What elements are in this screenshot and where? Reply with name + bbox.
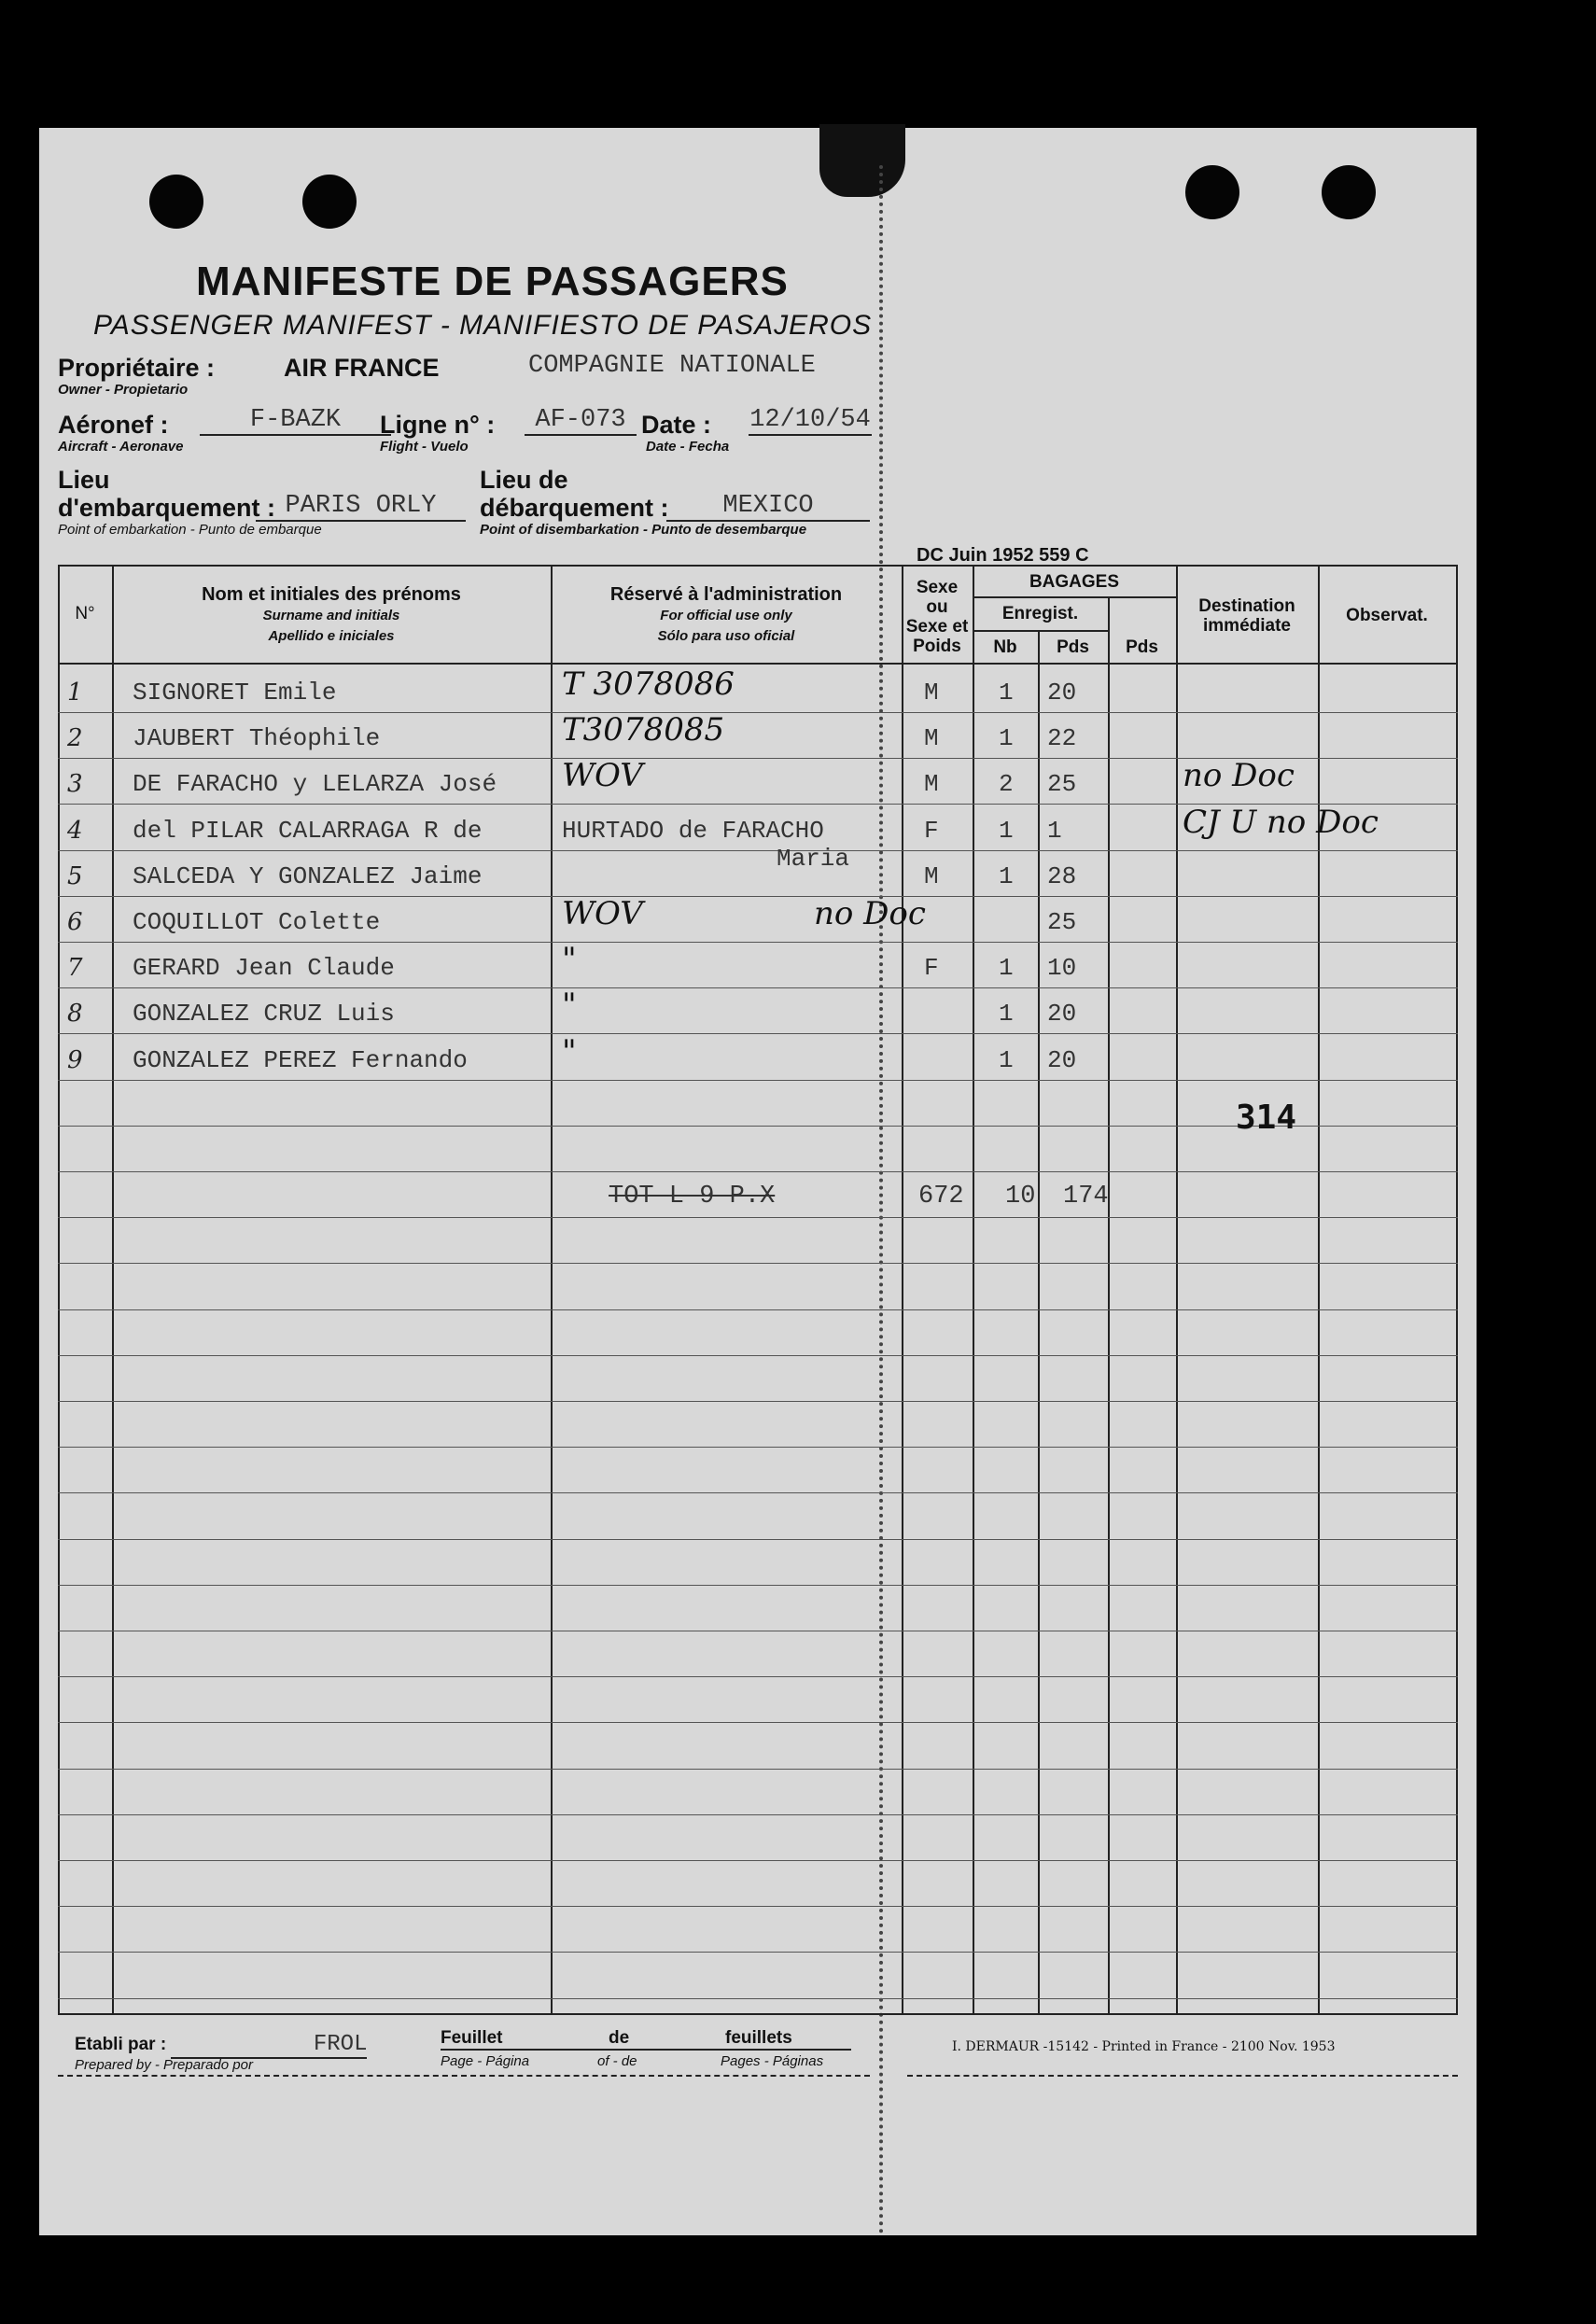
established-label: Etabli par : [75, 2035, 167, 2054]
ruled-line [58, 1585, 1458, 1586]
row-name: DE FARACHO y LELARZA José [133, 770, 497, 798]
col-rule [973, 565, 974, 2013]
header-sex-2: ou [926, 597, 948, 617]
sheet-sub-text: Page - Página [441, 2053, 530, 2069]
row-no: 3 [67, 770, 83, 798]
header-name-fr: Nom et initiales des prénoms [202, 584, 461, 605]
sheets-label-text: feuillets [725, 2028, 792, 2048]
row-no: 9 [67, 1046, 83, 1074]
ruled-line [58, 1309, 1458, 1310]
disembark-value: MEXICO [666, 492, 870, 522]
ruled-line [58, 1171, 1458, 1172]
punch-hole [1322, 165, 1376, 219]
row-nb: 1 [999, 862, 1014, 890]
ruled-line [58, 1769, 1458, 1770]
owner-extra: COMPAGNIE NATIONALE [528, 352, 816, 380]
row-no: 2 [67, 724, 83, 752]
date-label: Date : [641, 411, 712, 439]
disembark-label: Lieu de [480, 466, 568, 494]
col-rule [1038, 630, 1040, 2013]
row-nb: 1 [999, 1046, 1014, 1074]
established-sub-text: Prepared by - Preparado por [75, 2057, 253, 2073]
ruled-line [58, 1217, 1458, 1218]
header-name-en: Surname and initials [262, 608, 400, 623]
of-label-text: de [609, 2028, 630, 2048]
row-nb: 1 [999, 1000, 1014, 1028]
row-dest: no Doc [1183, 757, 1295, 794]
col-rule [902, 565, 903, 2013]
disembark-sublabel: Point of disembarkation - Punto de desembarque [480, 522, 807, 538]
ruled-line [58, 1447, 1458, 1448]
ruled-line [58, 1033, 1458, 1034]
row-no: 5 [67, 862, 83, 890]
ruled-line [58, 1401, 1458, 1402]
row-sex: F [924, 954, 939, 982]
of-sub-text: of - de [597, 2053, 637, 2069]
row-name: del PILAR CALARRAGA R de [133, 817, 483, 845]
row-admin: T3078085 [562, 711, 725, 749]
sheets-sub-text: Pages - Páginas [721, 2053, 824, 2069]
embark-label: Lieu [58, 466, 110, 494]
aircraft-sublabel: Aircraft - Aeronave [58, 439, 184, 455]
col-rule [112, 565, 114, 2013]
established-value: FROL [171, 2032, 367, 2059]
manifest-sheet [39, 128, 1477, 2235]
footer-rule-right [907, 2075, 1458, 2077]
header-name-es: Apellido e iniciales [268, 628, 395, 644]
row-sex: F [924, 817, 939, 845]
header-checked: Enregist. [1001, 604, 1079, 623]
total-line: TOT L 9 P.X [609, 1183, 776, 1211]
row-no: 7 [67, 954, 83, 982]
form-subtitle: PASSENGER MANIFEST - MANIFIESTO DE PASAJEROS [93, 310, 873, 341]
row-no: 4 [67, 817, 83, 845]
embark-value: PARIS ORLY [256, 492, 466, 522]
ruled-line [58, 1492, 1458, 1493]
aircraft-value: F-BAZK [200, 406, 391, 436]
row-nb: 1 [999, 724, 1014, 752]
col-rule [1456, 565, 1458, 2013]
row-nb: 2 [999, 770, 1014, 798]
row-nb: 1 [999, 954, 1014, 982]
row-pds: 10 [1047, 954, 1077, 982]
ruled-line [58, 1906, 1458, 1907]
flight-value: AF-073 [525, 406, 637, 436]
ruled-line [58, 942, 1458, 943]
sheets-sub [721, 2051, 823, 2071]
ruled-line [58, 1998, 1458, 1999]
header-no: N° [75, 604, 95, 623]
row-name: GERARD Jean Claude [133, 954, 395, 982]
table-bottom-rule [58, 2013, 1458, 2015]
sheet-sub [441, 2051, 529, 2071]
header-sex-3: Sexe et [905, 617, 969, 637]
embark-label-2: d'embarquement : [58, 494, 275, 522]
header-cabin-pds: Pds [1126, 637, 1158, 657]
header-nb: Nb [993, 637, 1017, 657]
flight-label: Ligne n° : [380, 411, 496, 439]
row-admin: T 3078086 [562, 665, 735, 703]
row-nb: 1 [999, 679, 1014, 707]
col-rule [58, 565, 60, 2013]
header-dest-1: Destination [1198, 596, 1295, 616]
form-title: MANIFESTE DE PASSAGERS [196, 259, 789, 304]
table-top-rule [58, 565, 1458, 567]
row-sex: M [924, 862, 939, 890]
row-pds: 20 [1047, 1000, 1077, 1028]
header-admin [551, 585, 902, 646]
owner-label: Propriétaire : [58, 354, 216, 382]
total-weight: 672 [918, 1183, 964, 1211]
baggage-rule [973, 596, 1176, 598]
checked-rule [973, 630, 1108, 632]
row-sex: M [924, 724, 939, 752]
of-label [609, 2028, 629, 2049]
header-destination [1176, 596, 1318, 636]
ruled-line [58, 1355, 1458, 1356]
footer-rule [441, 2049, 851, 2051]
ruled-line [58, 1263, 1458, 1264]
row-pds: 25 [1047, 770, 1077, 798]
stamp-number: 314 [1236, 1099, 1297, 1137]
owner-sublabel: Owner - Propietario [58, 382, 189, 398]
printer-line: I. DERMAUR -15142 - Printed in France - 2100 Nov. 1953 [952, 2039, 1336, 2054]
torn-corner [819, 124, 905, 197]
row-name: SALCEDA Y GONZALEZ Jaime [133, 862, 483, 890]
punch-hole [302, 175, 357, 229]
ruled-line [58, 850, 1458, 851]
fold-perforation [879, 165, 883, 2235]
ruled-line [58, 1676, 1458, 1677]
ruled-line [58, 987, 1458, 988]
col-rule [551, 565, 553, 2013]
row-name: COQUILLOT Colette [133, 908, 381, 936]
col-rule [1108, 596, 1110, 2013]
date-value: 12/10/54 [749, 406, 871, 434]
ruled-line [58, 1814, 1458, 1815]
row-pds: 28 [1047, 862, 1077, 890]
ruled-line [58, 1860, 1458, 1861]
row-sex: M [924, 770, 939, 798]
col-rule [1176, 565, 1178, 2013]
row-pds: 20 [1047, 1046, 1077, 1074]
established-sub [75, 2054, 253, 2075]
header-admin-fr: Réservé à l'administration [609, 584, 843, 605]
ruled-line [58, 712, 1458, 713]
row-name: SIGNORET Emile [133, 679, 337, 707]
row-no: 1 [67, 679, 83, 707]
row-nb: 1 [999, 817, 1014, 845]
row-pds: 22 [1047, 724, 1077, 752]
punch-hole [1185, 165, 1239, 219]
header-baggage: BAGAGES [1029, 572, 1120, 592]
row-dest: CJ U no Doc [1183, 804, 1379, 841]
ruled-line [58, 896, 1458, 897]
header-sex [902, 578, 973, 656]
row-no: 8 [67, 1000, 83, 1028]
header-admin-en: For official use only [660, 608, 792, 623]
header-name [112, 585, 551, 646]
row-sex: M [924, 679, 939, 707]
of-sub [597, 2051, 637, 2071]
sheet-label [441, 2028, 503, 2049]
row-name: GONZALEZ CRUZ Luis [133, 1000, 395, 1028]
ruled-line [58, 1952, 1458, 1953]
row-admin: " [562, 941, 577, 978]
row-note: no Doc [814, 895, 926, 932]
footer-bottom-rule [58, 2075, 870, 2077]
row-pds: 20 [1047, 679, 1077, 707]
row-name: JAUBERT Théophile [133, 724, 381, 752]
table-header-rule [58, 663, 1458, 665]
date-sublabel: Date - Fecha [646, 439, 730, 455]
row-pds: 1 [1047, 817, 1062, 845]
embark-sublabel: Point of embarkation - Punto de embarque [58, 522, 322, 538]
sheets-label [725, 2028, 792, 2049]
disembark-label-2: débarquement : [480, 494, 669, 522]
row-no: 6 [67, 908, 83, 936]
row-admin: " [562, 1033, 577, 1071]
header-remarks: Observat. [1346, 606, 1428, 625]
owner-value: AIR FRANCE [284, 354, 440, 382]
header-pds: Pds [1057, 637, 1089, 657]
row-name: GONZALEZ PEREZ Fernando [133, 1046, 468, 1074]
header-admin-es: Sólo para uso oficial [657, 628, 795, 644]
ruled-line [58, 1080, 1458, 1081]
form-code: DC Juin 1952 559 C [917, 545, 1089, 566]
header-sex-4: Poids [913, 637, 961, 656]
flight-sublabel: Flight - Vuelo [380, 439, 469, 455]
row-admin: WOV [562, 895, 643, 932]
row-admin-continued: Maria [777, 845, 850, 873]
header-sex-1: Sexe [916, 578, 959, 597]
total-nb: 10 [1005, 1183, 1036, 1211]
punch-hole [149, 175, 203, 229]
row-admin: HURTADO de FARACHO [562, 817, 824, 845]
ruled-line [58, 1722, 1458, 1723]
header-dest-2: immédiate [1203, 616, 1291, 636]
row-admin: WOV [562, 757, 643, 794]
aircraft-label: Aéronef : [58, 411, 169, 439]
sheet-label-text: Feuillet [441, 2028, 503, 2048]
row-admin: " [562, 987, 577, 1024]
col-rule [1318, 565, 1320, 2013]
row-pds: 25 [1047, 908, 1077, 936]
ruled-line [58, 1539, 1458, 1540]
total-pds: 174 [1063, 1183, 1109, 1211]
